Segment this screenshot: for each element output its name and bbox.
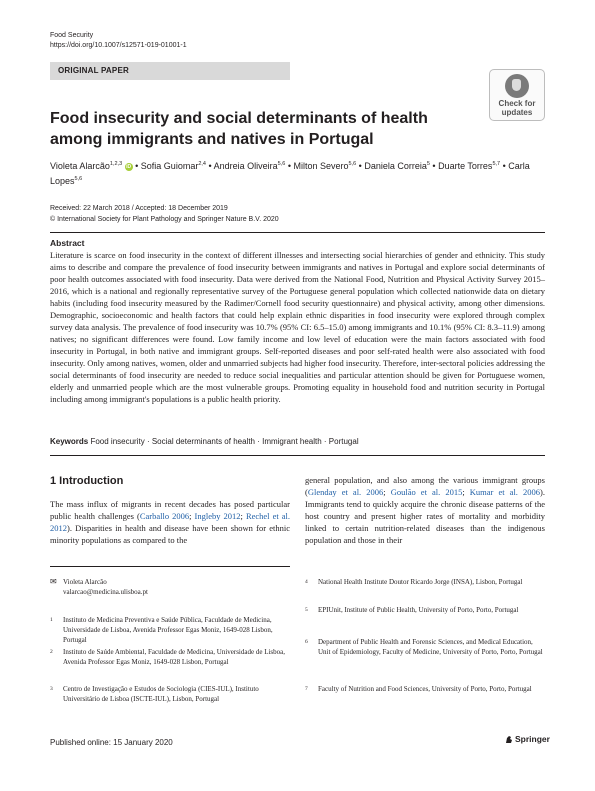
author[interactable] xyxy=(50,161,133,171)
author-separator: • xyxy=(356,161,365,171)
author-name: Violeta Alarcão xyxy=(50,161,110,171)
author[interactable] xyxy=(293,161,356,171)
author-name: Daniela Correia xyxy=(364,161,427,171)
affiliation-marker: 2,4 xyxy=(198,161,206,167)
divider xyxy=(50,232,545,233)
footnotes-left xyxy=(50,577,290,717)
intro-right-column xyxy=(305,474,545,546)
published-online: Published online: 15 January 2020 xyxy=(50,738,173,747)
intro-left-column xyxy=(50,498,290,546)
citation-link[interactable]: Rechel et al. 2012 xyxy=(50,511,290,533)
journal-doi[interactable]: https://doi.org/10.1007/s12571-019-01001-1 xyxy=(50,42,187,49)
footnote-number: 5 xyxy=(305,607,308,613)
author-name: Milton Severo xyxy=(293,161,349,171)
abstract-heading: Abstract xyxy=(50,238,85,248)
footnote-text: Violeta Alarcão valarcao@medicina.ulisboa.pt xyxy=(63,578,148,596)
title-line-2: among immigrants and natives in Portugal xyxy=(50,131,374,148)
footnote-number: 3 xyxy=(50,686,53,692)
footnote-number: 6 xyxy=(305,639,308,645)
article-dates xyxy=(50,203,279,225)
publisher-name: Springer xyxy=(515,734,550,744)
divider xyxy=(50,455,545,456)
affiliation-marker: 5,7 xyxy=(492,161,501,167)
author[interactable] xyxy=(141,161,206,171)
orcid-icon[interactable]: iD xyxy=(126,163,132,170)
author-separator: • xyxy=(205,161,214,171)
copyright: © International Society for Plant Pathology and Springer Nature B.V. 2020 xyxy=(50,216,279,223)
author-list xyxy=(50,158,550,188)
email-icon: ✉ xyxy=(50,577,57,586)
citation-separator: ; xyxy=(383,487,391,497)
affiliation-marker: 5 xyxy=(426,161,430,167)
author[interactable] xyxy=(364,161,430,171)
check-for-updates-badge[interactable] xyxy=(489,69,545,121)
citation-link[interactable]: Ingleby 2012 xyxy=(194,511,241,521)
journal-header xyxy=(50,31,187,51)
section-label: ORIGINAL PAPER xyxy=(50,62,290,80)
citation-separator: ; xyxy=(189,511,195,521)
section-heading: 1 Introduction xyxy=(50,475,124,487)
footnotes-right xyxy=(305,577,545,717)
footnote-text: Instituto de Saúde Ambiental, Faculdade de Medicina, Universidade de Lisboa, Avenida Professor Egas Moniz, 1649-028 Lisbon, Portugal xyxy=(63,648,285,666)
author[interactable] xyxy=(438,161,500,171)
received-accepted: Received: 22 March 2018 / Accepted: 18 December 2019 xyxy=(50,205,228,212)
author-name: Carla Lopes xyxy=(50,161,530,186)
citation-separator: ; xyxy=(462,487,470,497)
author-separator: • xyxy=(132,161,141,171)
badge-line-1: Check for xyxy=(498,99,536,108)
author-separator: • xyxy=(285,161,294,171)
author-name: Andreia Oliveira xyxy=(213,161,278,171)
footnote-text: National Health Institute Doutor Ricardo Jorge (INSA), Lisbon, Portugal xyxy=(318,578,523,586)
citation-link[interactable]: Kumar et al. 2006 xyxy=(469,487,540,497)
keywords-label: Keywords xyxy=(50,437,89,446)
footnote-text: Faculty of Nutrition and Food Sciences, University of Porto, Porto, Portugal xyxy=(318,685,532,693)
journal-name: Food Security xyxy=(50,32,94,39)
badge-line-2: updates xyxy=(501,108,533,117)
affiliation-marker: 5,6 xyxy=(277,161,286,167)
publisher-logo xyxy=(505,734,550,744)
intro-text: The mass influx of migrants in recent decades has posed particular public health challenges ( xyxy=(50,499,290,521)
affiliation-marker: 1,2,3 xyxy=(109,161,123,167)
intro-text: ). Disparities in health and disease have been shown for ethnic minority populations as compared to the xyxy=(50,523,290,545)
author-name: Sofia Guiomar xyxy=(140,161,199,171)
intro-text: ). Immigrants tend to quickly acquire the chronic disease patterns of the host country and present higher rates of mortality and morbidity linked to certain nutrition-related diseases than the indigenous population and those in their xyxy=(305,487,545,545)
citation-link[interactable]: Goulão et al. 2015 xyxy=(390,487,463,497)
footnote-text: EPIUnit, Institute of Public Health, University of Porto, Porto, Portugal xyxy=(318,606,519,614)
article-title xyxy=(50,108,470,150)
springer-horse-icon xyxy=(505,735,513,744)
bookmark-icon xyxy=(505,74,529,98)
keywords xyxy=(50,436,545,448)
citation-link[interactable]: Glenday et al. 2006 xyxy=(307,487,384,497)
abstract-text: Literature is scarce on food insecurity in the context of different illnesses and intersecting social hierarchies of gender and ethnicity. This study aims to describe and compare the prevalence of food insecurity between immigrants and natives in Portugal and explore social determinants of poor health outcomes associated with food insecurity. Data were derived from the National Food, Nutrition and Physical Activity Survey 2015–2016, which is a national and regionally representative survey of the Portuguese general population which collected nationwide data on dietary habits (including food insecurity measured by the Radimer/Cornell food security questionnaire) and physical activity, among other dimensions. Demographic, socioeconomic and health factors that could help explain ethnic disparities in food insecurity were explored through complex survey data analysis. The prevalence of food insecurity was 10.7% (95% CI: 6.5–15.0) among immigrants and 10.1% (95% CI: 8.3–11.9) among natives; no significant differences were found. Low family income and low level of education were the main factors associated with food insecurity in Portugal, in both native and immigrant groups. Self-reported diseases and poor self-rated health were also associated with food insecurity. Only among natives, women, older and unmarried subjects had higher food insecurity. Therefore, inter-sectoral policies addressing the social determinants of food insecurity are needed to reduce social inequalities and particular attention should be given for Portuguese women, elderly and unmarried people which are the most vulnerable groups. Promoting equality in household food and nutrition security in Portugal including among immigrant's populations is a public health priority. xyxy=(50,250,545,404)
title-line-1: Food insecurity and social determinants of health xyxy=(50,110,428,127)
citation-separator: ; xyxy=(240,511,246,521)
author-separator: • xyxy=(429,161,439,171)
affiliation-marker: 5,6 xyxy=(74,176,83,182)
footnote-text: Department of Public Health and Forensic Sciences, and Medical Education, Unit of Epidemiology, Faculty of Medicine, University of Porto, Porto, Portugal xyxy=(318,638,543,656)
author[interactable] xyxy=(214,161,286,171)
affiliation-marker: 5,6 xyxy=(348,161,357,167)
intro-text: general population, and also among the various immigrant groups ( xyxy=(305,475,545,497)
author-name: Duarte Torres xyxy=(438,161,493,171)
footnote-number: 1 xyxy=(50,617,53,623)
footnote-number: 2 xyxy=(50,649,53,655)
keywords-text: Food insecurity · Social determinants of health · Immigrant health · Portugal xyxy=(90,437,359,446)
citation-link[interactable]: Carballo 2006 xyxy=(139,511,190,521)
footnote-number: 7 xyxy=(305,686,308,692)
footnote-text: Centro de Investigação e Estudos de Sociologia (CIES-IUL), Instituto Universitário de Lisboa (ISCTE-IUL), Lisbon, Portugal xyxy=(63,685,259,703)
footnote-text: Instituto de Medicina Preventiva e Saúde Pública, Faculdade de Medicina, Universidade de Lisboa, Avenida Professor Egas Moniz, 1649-028 Lisbon, Portugal xyxy=(63,616,273,644)
footnote-rule xyxy=(50,566,290,567)
author-separator: • xyxy=(500,161,509,171)
footnote-number: 4 xyxy=(305,579,308,585)
